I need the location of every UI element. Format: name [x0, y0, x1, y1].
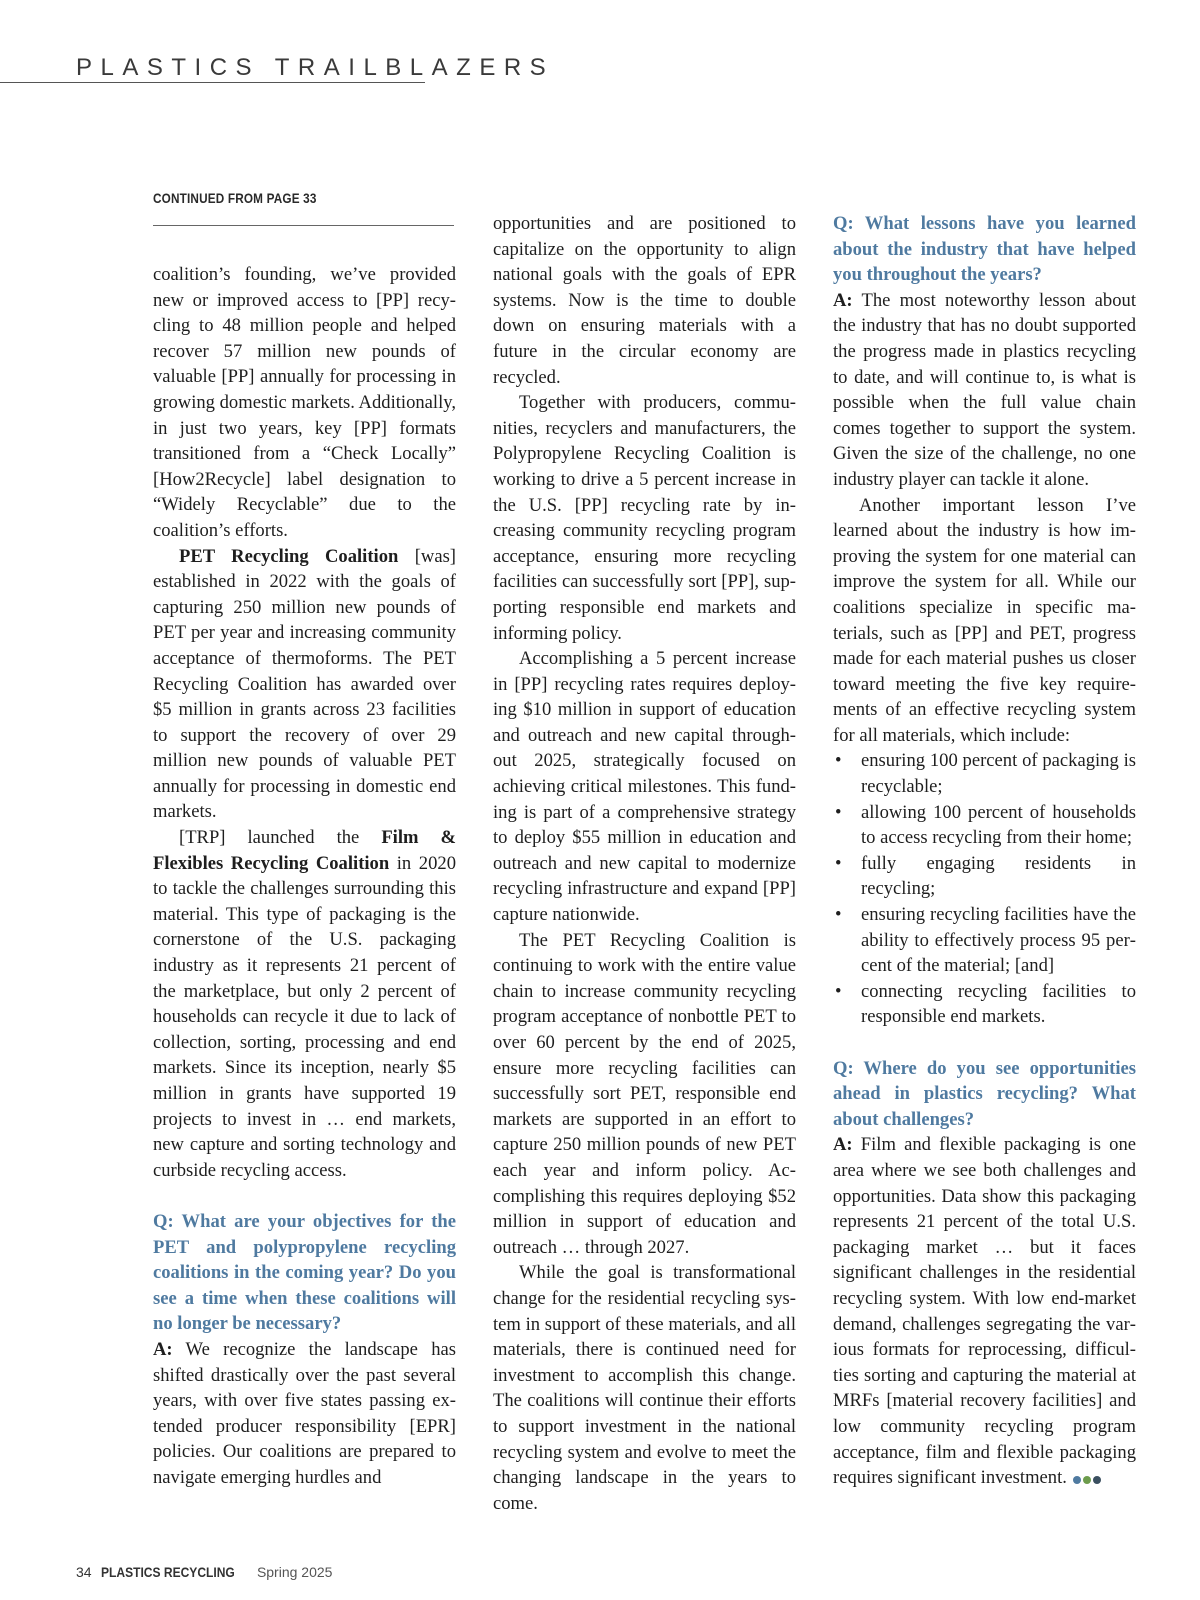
paragraph-text: [was] established in 2022 with the goals of capturing 250 million new pounds of PET per year and increasing community acceptance of thermoforms. The PET Recycling Coalition has awarded over $5 million in grants across 23 facilities to support the recovery of over 29 million new pounds of valuable PET annually for processing in domestic end markets. [153, 545, 456, 823]
answer-2 [833, 288, 1136, 493]
end-mark-icon [1073, 1466, 1103, 1492]
coalition-name: PET Recycling Coalition [179, 545, 399, 567]
answer-3 [833, 1132, 1136, 1491]
paragraph: The PET Recycling Coalition is continuing to work with the entire value chain to increase community recycling program acceptance of nonbottle PET to over 60 percent by the end of 2025, ensure more recycling facilities can successfully sort PET, responsible end markets are supported in an effort to capture 250 million pounds of new PET each year and inform policy. Accomplishing this requires deploying $52 million in support of education and outreach … through 2027. [493, 929, 796, 1258]
page-number: 34 [76, 1564, 92, 1580]
article-column-1 [153, 262, 456, 1491]
question-1: Q: What are your objectives for the PET and polypropylene recycling coalitions in the coming year? Do you see a time when these coalitions will no longer be necessary? [153, 1210, 456, 1335]
article-column-3 [833, 211, 1136, 1492]
requirements-list [833, 748, 1136, 1030]
end-dot-icon [1073, 1476, 1081, 1484]
paragraph-film-coalition [153, 825, 456, 1183]
paragraph: Together with producers, communities, recyclers and manufacturers, the Polypropylene Recycling Coalition is working to drive a 5 percent increase in the U.S. [PP] recycling rate by increasing community recycling program acceptance, ensuring more recycling facilities can successfully sort [PP], supporting responsible end markets and informing policy. [493, 392, 796, 644]
question-2: Q: What lessons have you learned about the industry that have helped you throughout the years? [833, 213, 1136, 286]
paragraph: Another important lesson I’ve learned about the industry is how improving the system for one material can improve the system for all. While our coalitions specialize in specific materials, such as [PP] and PET, progress made for each material pushes us closer toward meeting the five key requirements of an effective recycling system for all materials, which include: [833, 494, 1136, 746]
paragraph: coalition’s founding, we’ve provided new or improved access to [PP] recycling to 48 million people and helped recover 57 million new pounds of valuable [PP] annually for processing in growing domestic markets. Additionally, in just two years, key [PP] formats transitioned from a “Check Locally” [How2Recycle] label designation to “Widely Recyclable” due to the coalition’s efforts. [153, 264, 456, 541]
answer-text: We recognize the landscape has shifted drastically over the past several years, with over five states passing extended producer responsibility [EPR] policies. Our coalitions are prepared to navigate emerging hurdles and [153, 1338, 456, 1488]
page-footer [76, 1564, 332, 1580]
kicker-rule [0, 82, 425, 83]
coalition-name: Film & Flexibles Recycling Coalition [153, 827, 456, 874]
end-dot-icon [1083, 1476, 1091, 1484]
end-dot-icon [1093, 1476, 1101, 1484]
answer-text: Film and flexible packaging is one area where we see both challenges and opportunities. Data show this packaging represents 21 percent of the total U.S. packaging market … but it faces significant challenges in the residential recycling system. With low end-market demand, challenges segregating the various formats for reprocessing, difficulties sorting and capturing the material at MRFs [material recovery facilities] and low community recycling program acceptance, film and flexible packaging requires significant investment. [833, 1134, 1136, 1489]
section-kicker: PLASTICS TRAILBLAZERS [76, 54, 555, 81]
list-item: • ensuring recycling facilities have the ability to effectively process 95 percent of the material; [and] [833, 902, 1136, 979]
answer-label: A: [153, 1338, 173, 1360]
answer-text: The most noteworthy lesson about the industry that has no doubt supported the progress made in plastics recycling to date, and will continue to, is what is possible when the full value chain comes together to support the system. Given the size of the challenge, no one industry player can tackle it alone. [833, 289, 1136, 490]
list-item: • ensuring 100 percent of packaging is recyclable; [833, 748, 1136, 799]
list-item: • fully engaging residents in recycling; [833, 851, 1136, 902]
paragraph: Accomplishing a 5 percent increase in [PP] recycling rates requires deploying $10 million in support of education and outreach and new capital throughout 2025, strategically focused on achieving critical milestones. This funding is part of a comprehensive strategy to deploy $55 million in education and outreach and new capital to modernize recycling infrastructure and expand [PP] capture nationwide. [493, 648, 796, 926]
paragraph: opportunities and are positioned to capitalize on the opportunity to align national goals with the goals of EPR systems. Now is the time to double down on ensuring materials with a future in the circular economy are recycled. [493, 213, 796, 388]
article-column-2 [493, 211, 796, 1516]
paragraph: While the goal is transformational change for the residential recycling system in support of these materials, and all materials, there is continued need for investment to accomplish this change. The coalitions will continue their efforts to support investment in the national recycling system and evolve to meet the changing landscape in the years to come. [493, 1262, 796, 1514]
continued-rule [153, 225, 454, 226]
list-item: • connecting recycling facilities to responsible end markets. [833, 979, 1136, 1030]
paragraph-pet-coalition [153, 544, 456, 826]
paragraph-text: in 2020 to tackle the challenges surrounding this material. This type of packaging is the cornerstone of the U.S. packaging industry as it represents 21 percent of the marketplace, but only 2 percent of households can recycle it due to lack of collection, sorting, processing and end markets. Since its inception, nearly $5 million in grants have supported 19 projects to invest in … end markets, new capture and sorting technology and curbside recycling access. [153, 852, 456, 1181]
answer-label: A: [833, 1134, 853, 1156]
paragraph-text: [TRP] launched the [179, 827, 382, 849]
magazine-name: PLASTICS RECYCLING [101, 1564, 236, 1580]
continued-from-label: CONTINUED FROM PAGE 33 [153, 190, 317, 206]
answer-1 [153, 1337, 456, 1491]
list-item: • allowing 100 percent of households to access recycling from their home; [833, 800, 1136, 851]
question-3: Q: Where do you see opportunities ahead in plastics recycling? What about challenges? [833, 1057, 1136, 1130]
answer-label: A: [833, 289, 853, 311]
issue-season: Spring 2025 [256, 1564, 333, 1580]
